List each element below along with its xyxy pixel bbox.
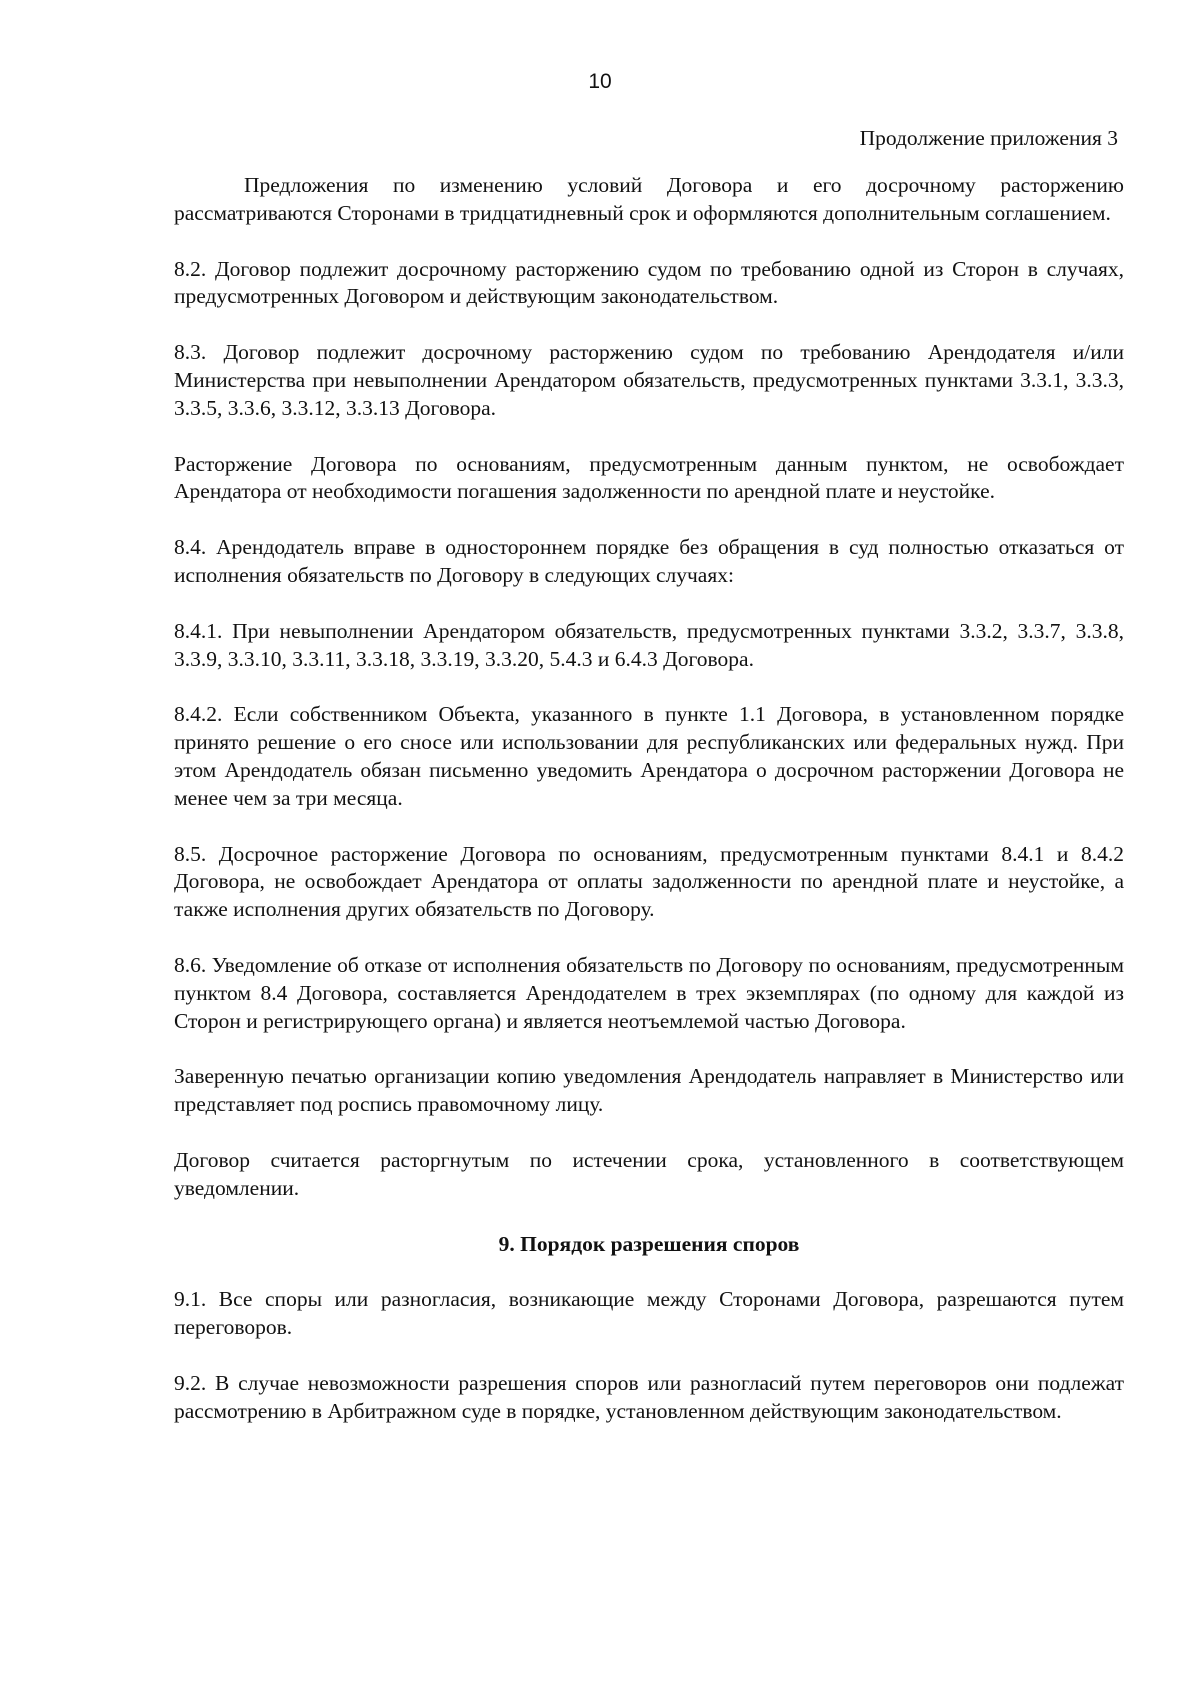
paragraph-8-6: 8.6. Уведомление об отказе от исполнения обязательств по Договору по основаниям, предусмотренным пунктом 8.4 Договора, составляется Арендодателем в трех экземплярах (по одному для каждой из Сторон и регистрирующего органа) и является неотъемлемой частью Договора. bbox=[174, 952, 1124, 1033]
paragraph-contract-terminated: Договор считается расторгнутым по истечении срока, установленного в соответствующем уведомлении. bbox=[174, 1147, 1124, 1200]
paragraph-proposals: Предложения по изменению условий Договора и его досрочному расторжению рассматриваются Сторонами в тридцатидневный срок и оформляются дополнительным соглашением. bbox=[174, 173, 1124, 225]
paragraph-certified-copy: Заверенную печатью организации копию уведомления Арендодатель направляет в Министерство или представляет под роспись правомочному лицу. bbox=[174, 1064, 1124, 1117]
page-number: 10 bbox=[588, 70, 612, 93]
paragraph-termination-note: Расторжение Договора по основаниям, предусмотренным данным пунктом, не освобождает Арендатора от необходимости погашения задолженности по арендной плате и неустойке. bbox=[174, 451, 1124, 504]
paragraph-8-2: 8.2. Договор подлежит досрочному расторжению судом по требованию одной из Сторон в случаях, предусмотренных Договором и действующим законодательством. bbox=[174, 256, 1124, 309]
paragraph-8-4-2: 8.4.2. Если собственником Объекта, указанного в пункте 1.1 Договора, в установленном порядке принято решение о его сносе или использовании для республиканских или федеральных нужд. При этом Арендодатель обязан письменно уведомить Арендатора о досрочном расторжении Договора не менее чем за три месяца. bbox=[174, 702, 1124, 810]
section-heading-dispute-resolution: 9. Порядок разрешения споров bbox=[498, 1231, 800, 1256]
paragraph-8-4: 8.4. Арендодатель вправе в одностороннем порядке без обращения в суд полностью отказаться от исполнения обязательств по Договору в следующих случаях: bbox=[174, 535, 1124, 587]
paragraph-9-2: 9.2. В случае невозможности разрешения споров или разногласий путем переговоров они подлежат рассмотрению в Арбитражном суде в порядке, установленном действующим законодательством. bbox=[174, 1370, 1124, 1423]
paragraph-8-4-1: 8.4.1. При невыполнении Арендатором обязательств, предусмотренных пунктами 3.3.2, 3.3.7, 3.3.8, 3.3.9, 3.3.10, 3.3.11, 3.3.18, 3.3.19, 3.3.20, 5.4.3 и 6.4.3 Договора. bbox=[174, 618, 1124, 671]
paragraph-8-3: 8.3. Договор подлежит досрочному расторжению судом по требованию Арендодателя и/или Министерства при невыполнении Арендатором обязательств, предусмотренных пунктами 3.3.1, 3.3.3, 3.3.5, 3.3.6, 3.3.12, 3.3.13 Договора. bbox=[174, 340, 1124, 420]
appendix-continuation-note: Продолжение приложения 3 bbox=[859, 126, 1118, 150]
document-body bbox=[174, 172, 1124, 1454]
paragraph-8-5: 8.5. Досрочное расторжение Договора по основаниям, предусмотренным пунктами 8.4.1 и 8.4.2 Договора, не освобождает Арендатора от оплаты задолженности по арендной плате и неустойке, а также исполнения других обязательств по Договору. bbox=[174, 841, 1124, 922]
paragraph-9-1: 9.1. Все споры или разногласия, возникающие между Сторонами Договора, разрешаются путем переговоров. bbox=[174, 1287, 1124, 1340]
